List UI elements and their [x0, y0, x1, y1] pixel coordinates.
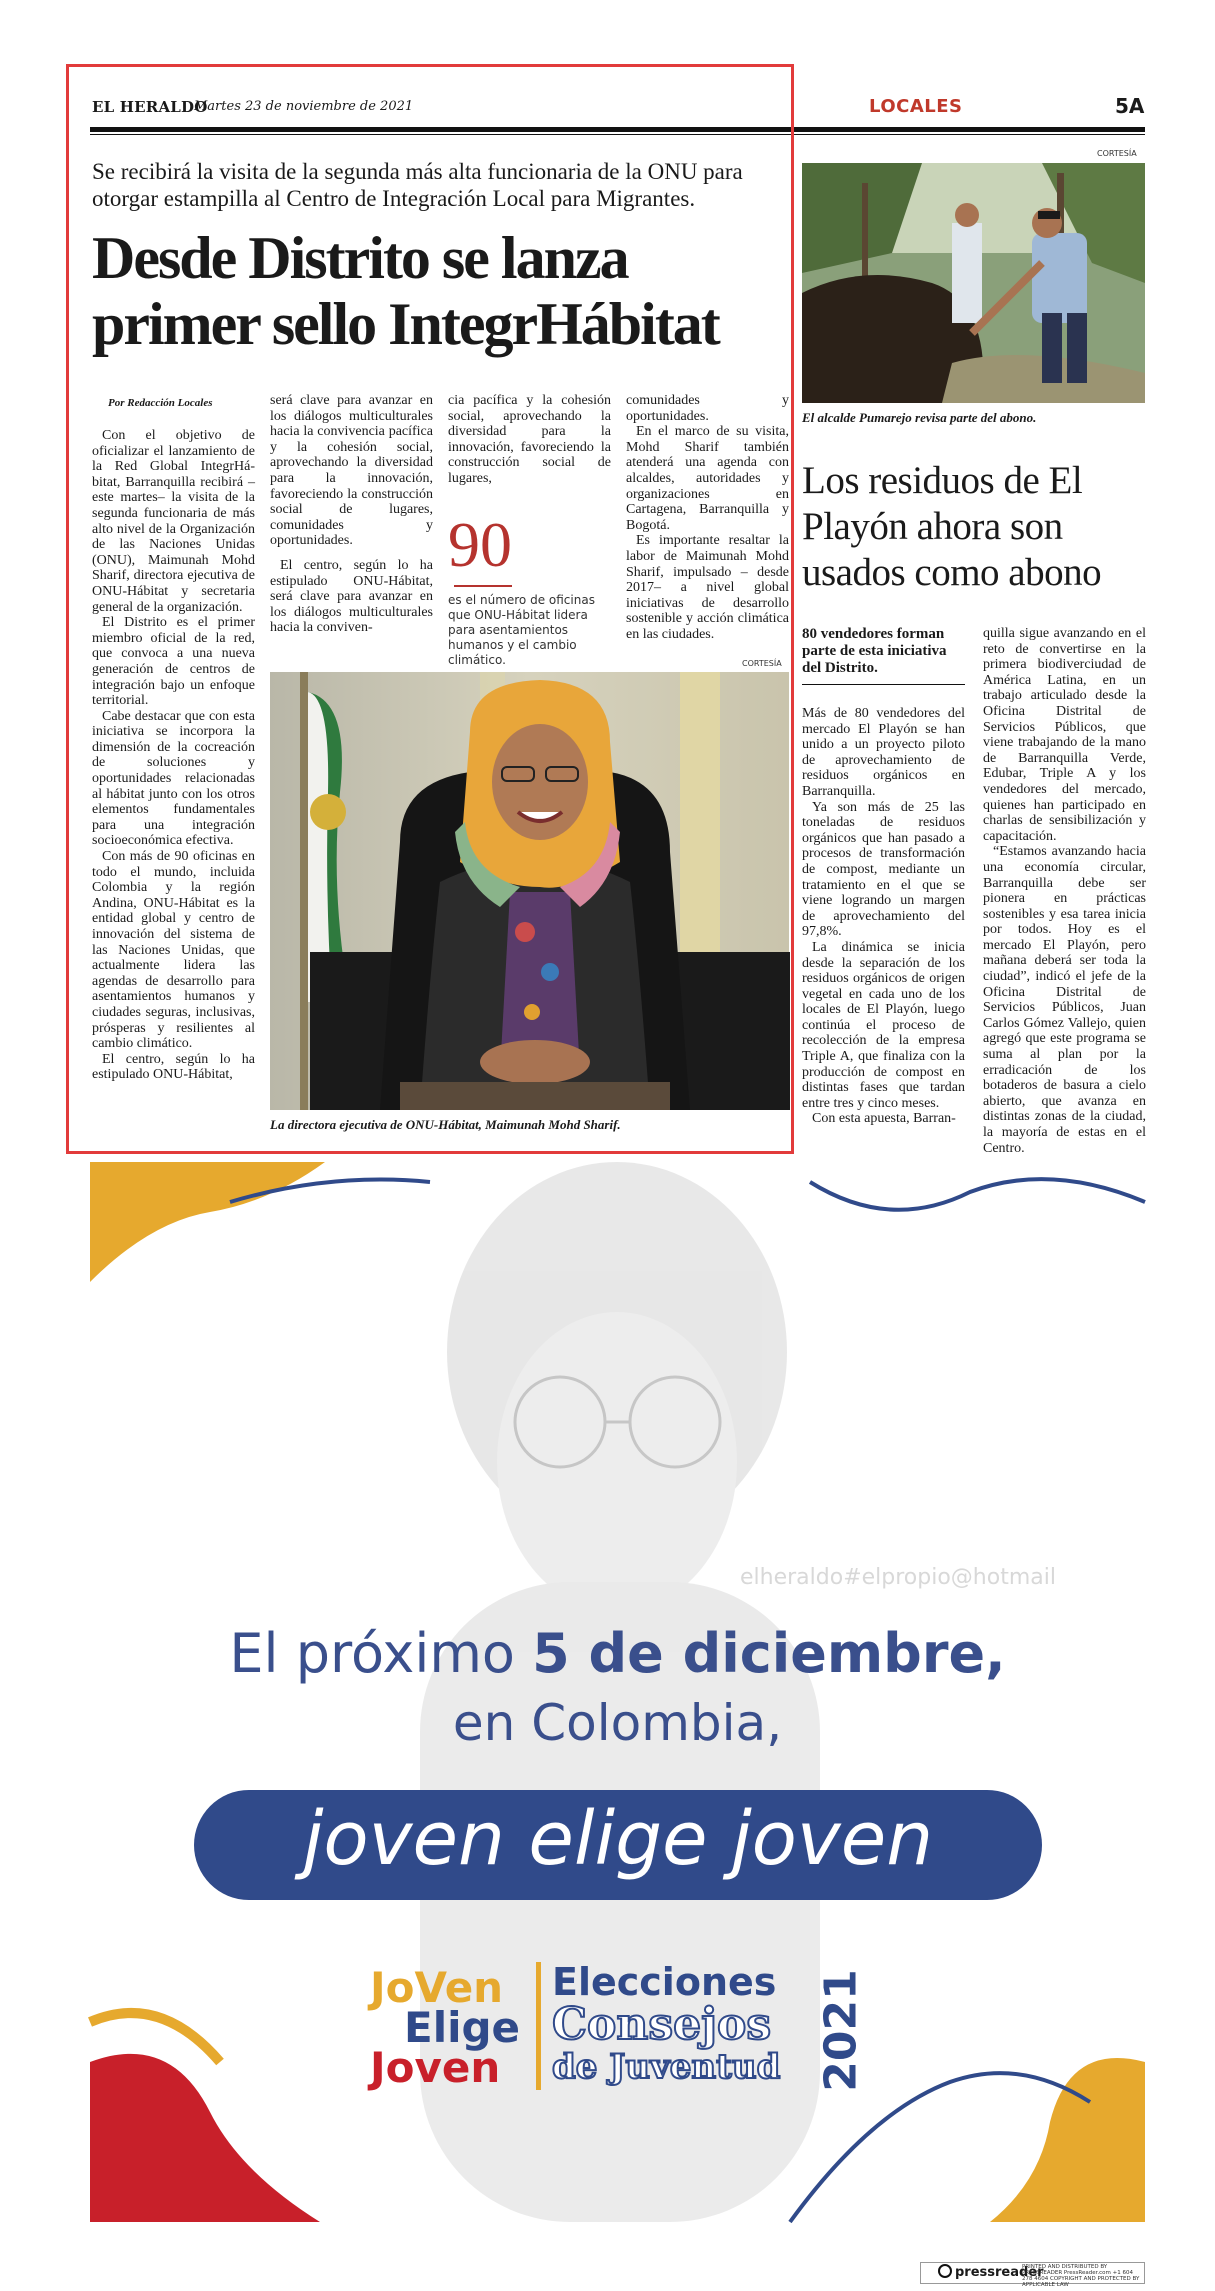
- paragraph: Con más de 90 oficinas en todo el mundo, incluida Colombia y la región Andina, ONU-Hábitat es la entidad global y centro de innovación del sistema de las Naciones Unidas, que actualmente lidera las agendas de desarrollo para asentamientos humanos y ciudades seguras, inclusivas, prósperas y resilientes al cambio climático.: [92, 849, 255, 1052]
- photo-caption: El alcalde Pumarejo revisa parte del abono.: [802, 410, 1037, 425]
- stat-number: 90: [448, 509, 512, 580]
- logo-elecciones-word: Elecciones: [552, 1960, 777, 2004]
- paragraph: El Distrito es el primer miembro oficial de la red, que convoca a una nueva generación de centros de integración bajo un enfoque territorial.: [92, 615, 255, 709]
- slogan-text: joven elige joven: [302, 1796, 934, 1882]
- paragraph: La dinámica se inicia desde la separación de los residuos orgánicos de origen vegetal en cada uno de los locales de El Playón, luego continúa el proceso de recolección de la empresa Triple A, que finaliza con la producción de compost en distintas fases que tardan entre tres y cinco meses.: [802, 939, 965, 1111]
- pressreader-icon: [938, 2264, 952, 2278]
- article-column-6: [983, 626, 1146, 1156]
- paragraph: El centro, según lo ha estipulado ONU-Hábitat,: [92, 1051, 255, 1083]
- paragraph: Con el objetivo de oficializar el lanzamiento de la Red Global IntegrHá-bitat, Barranquilla recibirá –este martes– la visita de la segunda funcionaria de más alto nivel de la Organización de las Naciones Unidas (ONU), Maimunah Mohd Sharif, directora ejecutiva de ONU-Hábitat y secretaria general de la organización.: [92, 428, 255, 615]
- paragraph: será clave para avanzar en los diálogos multiculturales hacia la convivencia pacífica y la cohesión social, aprovechando la diversidad para la innovación, favoreciendo la construcción social de lugares, comunidades y oportunidades.: [270, 393, 433, 549]
- newspaper-name: EL HERALDO: [92, 98, 208, 116]
- page-number: 5A: [1115, 94, 1145, 118]
- ad-headline-date: 5 de diciembre,: [532, 1622, 1006, 1685]
- logo-joven-elige-joven: [370, 1963, 560, 2092]
- paragraph: Ya son más de 25 las toneladas de residuos orgánicos que han pasado a procesos de transformación de compost, mediante un tratamiento en el que se viene logrando un margen de aprovechamiento del 97,8%.: [802, 799, 965, 940]
- logo-juventud-word: de Juventud: [552, 2047, 781, 2087]
- byline: Por Redacción Locales: [108, 397, 213, 409]
- selection-frame: [66, 64, 794, 1154]
- ad-headline-pre: El próximo: [229, 1622, 533, 1685]
- paragraph: comunidades y oportunidades.: [626, 393, 789, 424]
- ad-subline: en Colombia,: [452, 1694, 783, 1752]
- paragraph: Es importante resaltar la labor de Maimunah Mohd Sharif, impulsado – desde 2017– a nivel global iniciativas de desarrollo sostenible y acción climática en las ciudades.: [626, 533, 789, 642]
- paragraph: En el marco de su visita, Mohd Sharif también atenderá una agenda con alcaldes, autoridades y organizaciones en Cartagena, Barranquilla y Bogotá.: [626, 424, 789, 533]
- article-kicker: Se recibirá la visita de la segunda más alta funcionaria de la ONU para otorgar estampilla al Centro de Integración Local para Migrantes.: [92, 159, 743, 211]
- photo-credit: CORTESÍA: [742, 659, 782, 668]
- compost-photo: [802, 163, 1145, 403]
- paragraph: Más de 80 vendedores del mercado El Playón se han unido a un proyecto piloto de aprovechamiento de residuos orgánicos en Barranquilla.: [802, 706, 965, 799]
- paragraph: Cabe destacar que con esta iniciativa se incorpora la dimensión de la cocreación de soluciones y oportunidades relacionadas al hábitat junto con los otros elementos fundamentales para una integración socioeconómica efectiva.: [92, 708, 255, 849]
- pressreader-wordmark: pressreader: [955, 2265, 1044, 2280]
- paragraph: “Estamos avanzando hacia una economía circular, Barranquilla debe ser pionera en prácticas sostenibles y esa tarea inicia por todos. Hoy es el mercado El Playón, pero mañana deberá ser toda la ciudad”, indicó el jefe de la Oficina Distrital de Servicios Públicos, Juan Carlos Gómez Vallejo, quien agregó que este programa se suma al plan por la erradicación de los botaderos de basura a cielo abierto, que avanza en distintas zonas de la ciudad, la mayoría de estas en el Centro.: [983, 844, 1146, 1156]
- logo-divider: [536, 1962, 541, 2090]
- article-headline: Desde Distrito se lanza primer sello IntegrHábitat: [92, 225, 719, 357]
- photo-credit: CORTESÍA: [1097, 149, 1137, 158]
- paragraph: El centro, según lo ha estipulado ONU-Hábitat, será clave para avanzar en los diálogos multiculturales hacia la conviven-: [270, 558, 433, 636]
- logo-year: 2021: [815, 1969, 867, 2092]
- logo-word-2: Elige: [404, 2003, 521, 2052]
- article-deck: 80 vendedores forman parte de esta iniciativa del Distrito.: [802, 626, 947, 676]
- issue-date: Martes 23 de noviembre de 2021: [194, 99, 414, 114]
- pressreader-fine-print: PRINTED AND DISTRIBUTED BY PRESSREADER PressReader.com +1 604 278 4604 COPYRIGHT AND PROTECTED BY APPLICABLE LAW: [1022, 2264, 1140, 2288]
- stat-text: es el número de oficinas que ONU-Hábitat lidera para asentamientos humanos y el cambio climático.: [448, 593, 595, 667]
- photo-caption: La directora ejecutiva de ONU-Hábitat, Maimunah Mohd Sharif.: [270, 1117, 621, 1132]
- article-column-5: [802, 706, 965, 1138]
- paragraph: quilla sigue avanzando en el reto de convertirse en la primera biodiverciudad de América Latina, en un trabajo articulado desde la Oficina Distrital de Servicios Públicos, que viene trabajando de la mano de Barranquilla Verde, Edubar, Triple A y los vendedores del mercado, quienes han participado en charlas de sensibilización y capacitación.: [983, 626, 1146, 844]
- ad-watermark: elheraldo#elpropio@hotmail: [740, 1565, 1056, 1590]
- logo-consejos-word: Consejos: [552, 1999, 772, 2050]
- paragraph: Con esta apuesta, Barran-: [812, 1111, 956, 1127]
- logo-word-3: Joven: [370, 2043, 501, 2092]
- deck-rule: [802, 684, 965, 685]
- paragraph: cia pacífica y la cohesión social, aprovechando la diversidad para la innovación, favoreciendo la construcción social de lugares,: [448, 393, 611, 486]
- logo-word-1: JoVen: [370, 1963, 504, 2012]
- article-headline: Los residuos de El Playón ahora son usados como abono: [802, 459, 1102, 594]
- logo-elecciones: [552, 1962, 822, 2086]
- section-label: LOCALES: [869, 96, 963, 117]
- ad-headline: [90, 1622, 1145, 1685]
